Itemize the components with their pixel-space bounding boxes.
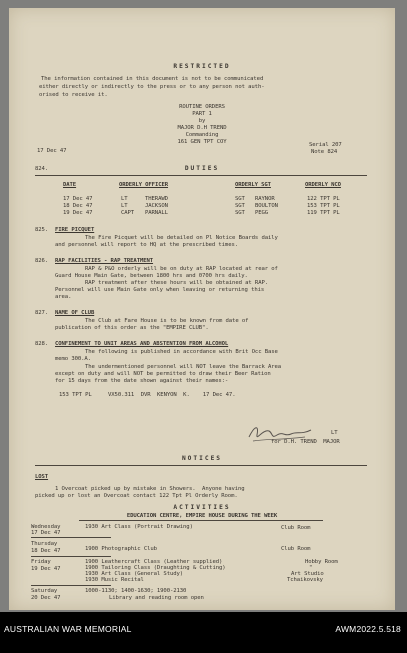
footer-reference: AWM2022.5.518	[335, 624, 401, 634]
activity-place: "	[309, 565, 313, 571]
activity-place: Hobby Room	[305, 559, 338, 565]
activity-text: 1930 Art Class (General Study)	[85, 571, 184, 577]
notice-line-3: orised to receive it.	[39, 92, 108, 98]
item-heading: CONFINEMENT TO UNIT AREAS AND ABSTENTION FROM ALCOHOL	[55, 341, 229, 347]
duties-cell: 17 Dec 47	[63, 196, 93, 202]
confinement-entry: 153 TPT PL VX50.311 DVR KENYON K. 17 Dec 47.	[59, 392, 236, 398]
serial-number: Serial 207	[309, 142, 342, 148]
title-line: Commanding	[185, 132, 219, 138]
notices-rule	[35, 465, 367, 466]
activity-date: 18 Dec 47	[31, 548, 61, 554]
activity-day: Friday	[31, 559, 51, 565]
activities-heading: ACTIVITIES	[173, 504, 231, 511]
item-number: 825.	[35, 227, 49, 233]
activity-day: Thursday	[31, 541, 58, 547]
item-line: publication of this order as the "EMPIRE CLUB".	[55, 325, 209, 331]
activity-text: 1930 Art Class (Portrait Drawing)	[85, 524, 193, 530]
duties-heading: DUTIES	[184, 165, 220, 172]
item-heading: NAME OF CLUB	[55, 310, 95, 316]
activity-text: 1900 Leathercraft Class (Leather supplied)	[85, 559, 223, 565]
activity-day: Saturday	[31, 588, 58, 594]
duties-cell: RAYNOR	[255, 196, 275, 202]
title-line: ROUTINE ORDERS	[179, 104, 225, 110]
duties-cell: LT	[121, 203, 128, 209]
activity-text: Library and reading room open	[109, 595, 204, 601]
duties-cell: 18 Dec 47	[63, 203, 93, 209]
activity-text: 1900 Tailoring Class (Draughting & Cutting)	[85, 565, 226, 571]
item-line: RAP treatment after these hours will be obtained at RAP.	[85, 280, 268, 286]
notice-line-1: The information contained in this document is not to be communicated	[41, 76, 264, 82]
duties-cell: 153 TPT PL	[307, 203, 340, 209]
activity-place: Club Room	[281, 525, 311, 531]
duties-cell: PEGG	[255, 210, 269, 216]
item-heading: RAP FACILITIES - RAP TREATMENT	[55, 258, 154, 264]
duties-cell: CAPT	[121, 210, 135, 216]
signature-initials: LT	[331, 430, 338, 436]
note-number: Note 824	[311, 149, 338, 155]
item-line: The Club at Fare House is to be known from date of	[85, 318, 249, 324]
duties-cell: SGT	[235, 210, 245, 216]
item-line: RAP & P&O orderly will be on duty at RAP located at rear of	[85, 266, 278, 272]
duties-cell: 119 TPT PL	[307, 210, 340, 216]
activities-subheading: EDUCATION CENTRE, EMPIRE HOUSE DURING THE WEEK	[126, 513, 278, 519]
activity-date: 19 Dec 47	[31, 566, 61, 572]
item-line: Guard House Main Gate, between 1800 hrs and 0700 hrs daily.	[55, 273, 248, 279]
document-page	[9, 8, 395, 610]
item-number: 827.	[35, 310, 49, 316]
duties-col-header: ORDERLY NCO	[305, 182, 341, 188]
activity-divider	[31, 585, 111, 586]
notice-line-2: either directly or indirectly to the press or to any person not auth-	[39, 84, 265, 90]
signature-block: for D.H. TREND MAJOR	[271, 439, 340, 445]
item-line: The following is published in accordance with Brit Occ Base	[85, 349, 278, 355]
duties-cell: THERAWD	[145, 196, 168, 202]
duties-col-header: DATE	[63, 182, 77, 188]
duties-cell: 19 Dec 47	[63, 210, 93, 216]
item-line: for 15 days from the date shown against their names:-	[55, 378, 229, 384]
activity-place: Art Studio	[291, 571, 324, 577]
activity-date: 20 Dec 47	[31, 595, 61, 601]
item-line: Personnel will use Main Gate only when leaving or returning this	[55, 287, 265, 293]
footer-bar	[0, 612, 407, 653]
lost-line: 1 Overcoat picked up by mistake in Showers. Anyone having	[55, 486, 245, 492]
activities-rule	[79, 520, 323, 521]
title-line: 161 GEN TPT COY	[177, 139, 227, 145]
item-line: except on duty and will NOT be permitted to draw their Beer Ration	[55, 371, 271, 377]
lost-line: picked up or lost an Overcoat contact 122 Tpt Pl Orderly Room.	[35, 493, 238, 499]
duties-cell: SGT	[235, 196, 245, 202]
title-line: MAJOR D.H TREND	[177, 125, 227, 131]
activity-text: 1000-1130; 1400-1630; 1900-2130	[85, 588, 187, 594]
activity-place: Tchaikovsky	[287, 577, 323, 583]
duties-cell: PARNALL	[145, 210, 168, 216]
activity-text: 1900 Photographic Club	[85, 546, 157, 552]
duties-cell: JACKSON	[145, 203, 168, 209]
title-line: by	[198, 118, 206, 124]
notices-heading: NOTICES	[181, 455, 223, 462]
item-line: The Fire Picquet will be detailed on Pl Notice Boards daily	[85, 235, 278, 241]
duties-col-header: ORDERLY OFFICER	[119, 182, 169, 188]
duties-cell: BOULTON	[255, 203, 278, 209]
lost-heading: LOST	[35, 474, 49, 480]
order-date: 17 Dec 47	[37, 148, 67, 154]
item-heading: FIRE PICQUET	[55, 227, 95, 233]
restricted-heading: RESTRICTED	[173, 63, 231, 70]
item-number: 828.	[35, 341, 49, 347]
activity-date: 17 Dec 47	[31, 530, 61, 536]
duties-rule	[35, 175, 367, 176]
duties-cell: SGT	[235, 203, 245, 209]
duties-cell: 122 TPT PL	[307, 196, 340, 202]
duties-col-header: ORDERLY SGT	[235, 182, 271, 188]
item-number: 826.	[35, 258, 49, 264]
activity-divider	[31, 537, 111, 538]
activity-text: 1930 Music Recital	[85, 577, 144, 583]
duties-cell: LT	[121, 196, 128, 202]
activity-place: Club Room	[281, 546, 311, 552]
footer-institution: AUSTRALIAN WAR MEMORIAL	[4, 624, 132, 634]
duties-number: 824.	[35, 166, 49, 172]
item-line: memo 300.A.	[55, 356, 91, 362]
item-line: and personnel will report to HQ at the prescribed times.	[55, 242, 238, 248]
item-line: area.	[55, 294, 72, 300]
activity-day: Wednesday	[31, 524, 61, 530]
activity-divider	[31, 556, 111, 557]
item-line: The undermentioned personnel will NOT leave the Barrack Area	[85, 364, 282, 370]
title-line: PART 1	[192, 111, 212, 117]
